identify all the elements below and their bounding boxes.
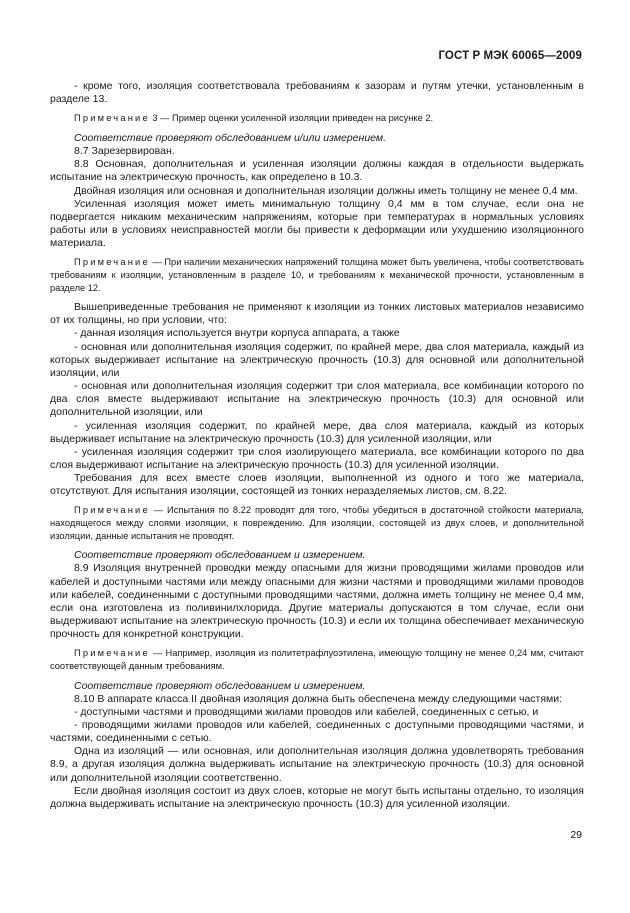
note-text: — При наличии механических напряжений толщина может быть увеличена, чтобы соответствовать требованиям к изоляции, установленным в разделе 10, и требованиям к механической прочности, установленным в разделе 12. (50, 257, 584, 293)
note-text: — Испытания по 8.22 проводят для того, чтобы убедиться в достаточной стойкости материала, находящегося между слоями изоляции, к повреждению. Для изоляции, состоящей из двух слоев, и дополнительной изоляции, данные испытания не проводят. (50, 505, 584, 541)
note-label: Примечание (74, 257, 150, 268)
paragraph: Одна из изоляций — или основная, или дополнительная изоляция должна удовлетворять требования 8.9, а другая изоляция должна выдерживать испытание на электрическую прочность (10.3) для основной или дополнительной изоляции соответственно. (50, 745, 584, 784)
paragraph: Если двойная изоляция состоит из двух слоев, которые не могут быть испытаны отдельно, то изоляция должна выдерживать испытание на электрическую прочность (10.3) для усиленной изоляции. (50, 784, 584, 810)
compliance-statement: Соответствие проверяют обследованием и измерением. (74, 549, 366, 562)
list-item: - усиленная изоляция содержит три слоя изолирующего материала, все комбинации которого по два слоя выдерживают испытание на электрическую прочность (10.3) для усиленной изоляции. (50, 445, 584, 471)
note-text: 3 — Пример оценки усиленной изоляции приведен на рисунке 2. (152, 113, 434, 124)
list-item: - доступными частями и проводящими жилами проводов или кабелей, соединенных с сетью, и (74, 705, 539, 718)
list-item: - основная или дополнительная изоляция содержит три слоя материала, все комбинации которого по два слоя вместе выдерживают испытание на электрическую прочность (10.3) для основной или дополнительной изоляции, или (50, 380, 584, 419)
list-item: - основная или дополнительная изоляция содержит, по крайней мере, два слоя материала, каждый из которых выдерживает испытание на электрическую прочность (10.3) для основной или дополнительной изоляции, или (50, 340, 584, 379)
compliance-statement: Соответствие проверяют обследованием и измерением. (74, 679, 366, 692)
paragraph: Требования для всех вместе слоев изоляции, выполненной из одного и того же материала, отсутствуют. Для испытания изоляции, состоящей из тонких неразделяемых листов, см. 8.22. (50, 472, 584, 498)
compliance-statement: Соответствие проверяют обследованием и/или измерением. (74, 131, 386, 144)
list-item: - усиленная изоляция содержит, по крайней мере, два слоя материала, каждый из которых выдерживает испытание на электрическую прочность (10.3) для усиленной изоляции, или (50, 419, 584, 445)
note (50, 256, 584, 294)
clause-8-9: 8.9 Изоляция внутренней проводки между опасными для жизни проводящими жилами проводов или кабелей и доступными частями или между опасными для жизни частями и проводящими жилами проводов или кабелей, соединенными с доступными проводящими частями, должна иметь толщину не менее 0,4 мм, если она изготовлена из поливинилхлорида. Другие материалы допускаются в том случае, если они выдерживают испытание на электрическую прочность (10.3) и если их толщина обеспечивает механическую прочность для конкретной конструкции. (50, 562, 584, 641)
paragraph: Двойная изоляция или основная и дополнительная изоляции должны иметь толщину не менее 0,4 мм. (74, 184, 578, 197)
list-item: - данная изоляция используется внутри корпуса аппарата, а также (74, 327, 400, 340)
paragraph: Вышеприведенные требования не применяют к изоляции из тонких листовых материалов независимо от их толщины, но при условии, что: (50, 301, 584, 327)
note (50, 112, 584, 125)
note-label: Примечание (74, 505, 150, 516)
clause-8-8: 8.8 Основная, дополнительная и усиленная изоляции должны каждая в отдельности выдержать испытание на электрическую прочность, как определено в 10.3. (50, 158, 584, 184)
clause-8-7: 8.7 Зарезервирован. (74, 145, 175, 158)
paragraph: - кроме того, изоляция соответствовала требованиям к зазорам и путям утечки, установленным в разделе 13. (50, 80, 584, 106)
note-label: Примечание (74, 648, 150, 659)
list-item: - проводящими жилами проводов или кабелей, соединенных с доступными проводящими частями, и частями, соединенными с сетью. (50, 718, 584, 745)
document-body (50, 80, 584, 811)
standard-header: ГОСТ Р МЭК 60065—2009 (438, 50, 582, 62)
paragraph: Усиленная изоляция может иметь минимальную толщину 0,4 мм в том случае, если она не подвергается никаким механическим напряжениям, которые при температурах в нормальных условиях работы или в условиях неисправностей могли бы привести к деформации или ухудшению изоляционного материала. (50, 197, 584, 250)
note-text: — Например, изоляция из политетрафлуоэтилена, имеющую толщину не менее 0,24 мм, считают соответствующей данным требованиям. (50, 648, 584, 671)
page-number: 29 (570, 829, 582, 841)
note (50, 504, 584, 542)
clause-8-10: 8.10 В аппарате класса II двойная изоляция должна быть обеспечена между следующими частями: (74, 692, 563, 705)
note (50, 647, 584, 672)
note-label: Примечание (74, 113, 150, 124)
